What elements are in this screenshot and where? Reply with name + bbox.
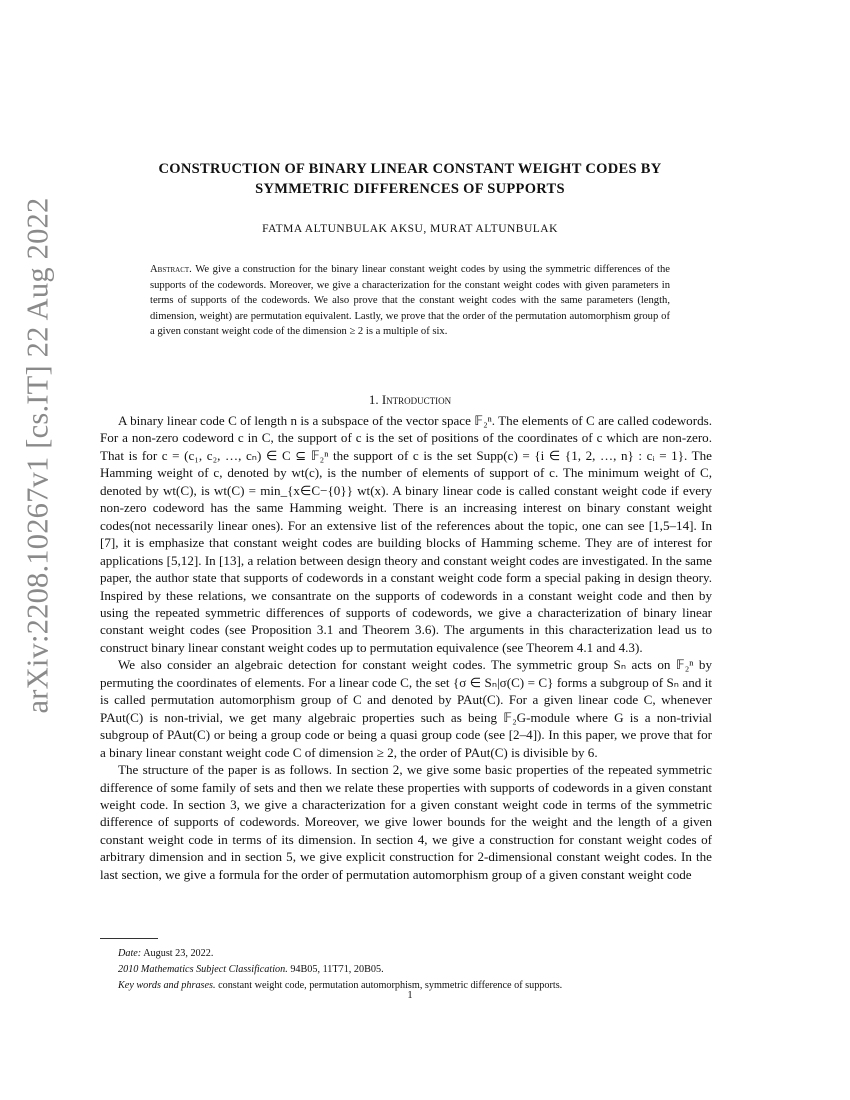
footnote-keywords-label: Key words and phrases. <box>118 980 216 991</box>
footnote-date-text: August 23, 2022. <box>143 948 214 959</box>
arxiv-identifier-stamp <box>8 197 68 713</box>
abstract-text: We give a construction for the binary linear constant weight codes by using the symmetric differences of the supports of the codewords. Moreover, we give a characterization for the constant weight codes with given parameters in terms of supports of the codewords. We also prove that the constant weight codes with the same parameters (length, dimension, weight) are permutation equivalent. Lastly, we prove that the order of the permutation automorphism group of a given constant weight code of the dimension ≥ 2 is a multiple of six. <box>150 264 670 338</box>
arxiv-identifier-text: arXiv:2208.10267v1 [cs.IT] 22 Aug 2022 <box>20 197 55 713</box>
footnote-date <box>100 946 720 962</box>
body-paragraph-1: A binary linear code C of length n is a subspace of the vector space 𝔽₂ⁿ. The elements of C are called codewords. For a non-zero codeword c in C, the support of c is the set of positions of the coordinates of c which are non-zero. That is for c = (c₁, c₂, …, cₙ) ∈ C ⊆ 𝔽₂ⁿ the support of c is the set Supp(c) = {i ∈ {1, 2, …, n} : cᵢ = 1}. The Hamming weight of c, denoted by wt(c), is the number of elements of support of c. The minimum weight of C, denoted by wt(C), is wt(C) = min_{x∈C−{0}} wt(x). A binary linear code is called constant weight code if every non-zero codeword has the same Hamming weight. There is an increasing interest on binary constant weight codes(not necessarily linear ones). For an extensive list of the references about the topic, one can see [1,5–14]. In [7], it is emphasize that constant weight codes are building blocks of Hamming scheme. They are of interest for applications [5,12]. In [13], a relation between design theory and constant weight codes are investigated. In the same paper, the author state that supports of codewords in a constant weight code form a special paking in design theory. Inspired by these relations, we consantrate on the supports of codewords in a constant weight code and then by using the repeated symmetric differences of supports of codewords, we give a characterization of binary linear constant weight codes (see Proposition 3.1 and Theorem 3.6). The arguments in this characterization lead us to construct binary linear constant weight codes up to permutation equivalence (see Theorem 4.1 and 4.3). <box>100 413 712 655</box>
footnote-keywords-text: constant weight code, permutation automorphism, symmetric difference of supports. <box>218 980 563 991</box>
abstract-block <box>150 262 670 340</box>
body-paragraph-3: The structure of the paper is as follows. In section 2, we give some basic properties of the repeated symmetric difference of some family of sets and then we relate these properties with supports of codewords in a given constant weight code. In section 3, we give a characterization for a given constant weight code in terms of the symmetric difference of supports of codewords. Moreover, we give lower bounds for the weight and the length of a given constant weight code in terms of its dimension. In section 4, we give a construction for constant weight codes of arbitrary dimension and in section 5, we give explicit construction for 2-dimensional constant weight codes. In the last section, we give a formula for the order of permutation automorphism group of a given constant weight code <box>100 762 712 882</box>
footnote-date-label: Date: <box>118 948 142 959</box>
page-number: 1 <box>407 990 413 1001</box>
paper-title <box>100 159 720 199</box>
footnote-msc <box>100 962 720 978</box>
footnote-msc-text: 94B05, 11T71, 20B05. <box>290 964 384 975</box>
footnotes-block <box>100 946 720 994</box>
introduction-body <box>100 412 712 883</box>
abstract-label: Abstract. <box>150 264 192 275</box>
footnote-divider <box>100 938 158 939</box>
body-paragraph-2: We also consider an algebraic detection for constant weight codes. The symmetric group Sₙ acts on 𝔽₂ⁿ by permuting the coordinates of elements. For a linear code C, the set {σ ∈ Sₙ|σ(C) = C} forms a subgroup of Sₙ and it is called permutation automorphism group of C and denoted by PAut(C). For a given linear code C, whenever PAut(C) is non-trivial, we get many algebraic properties such as being 𝔽₂G-module where G is a non-trivial subgroup of PAut(C) or being a group code or being a quasi group code (see [2–4]). In this paper, we prove that for a binary linear constant weight code C of dimension ≥ 2, the order of PAut(C) is divisible by 6. <box>100 657 712 760</box>
title-line-1: CONSTRUCTION OF BINARY LINEAR CONSTANT WEIGHT CODES BY <box>158 161 662 177</box>
author-list: FATMA ALTUNBULAK AKSU, MURAT ALTUNBULAK <box>262 223 558 235</box>
footnote-msc-label: 2010 Mathematics Subject Classification. <box>118 964 288 975</box>
title-line-2: SYMMETRIC DIFFERENCES OF SUPPORTS <box>255 181 565 197</box>
section-heading-introduction: 1. Introduction <box>368 392 452 407</box>
